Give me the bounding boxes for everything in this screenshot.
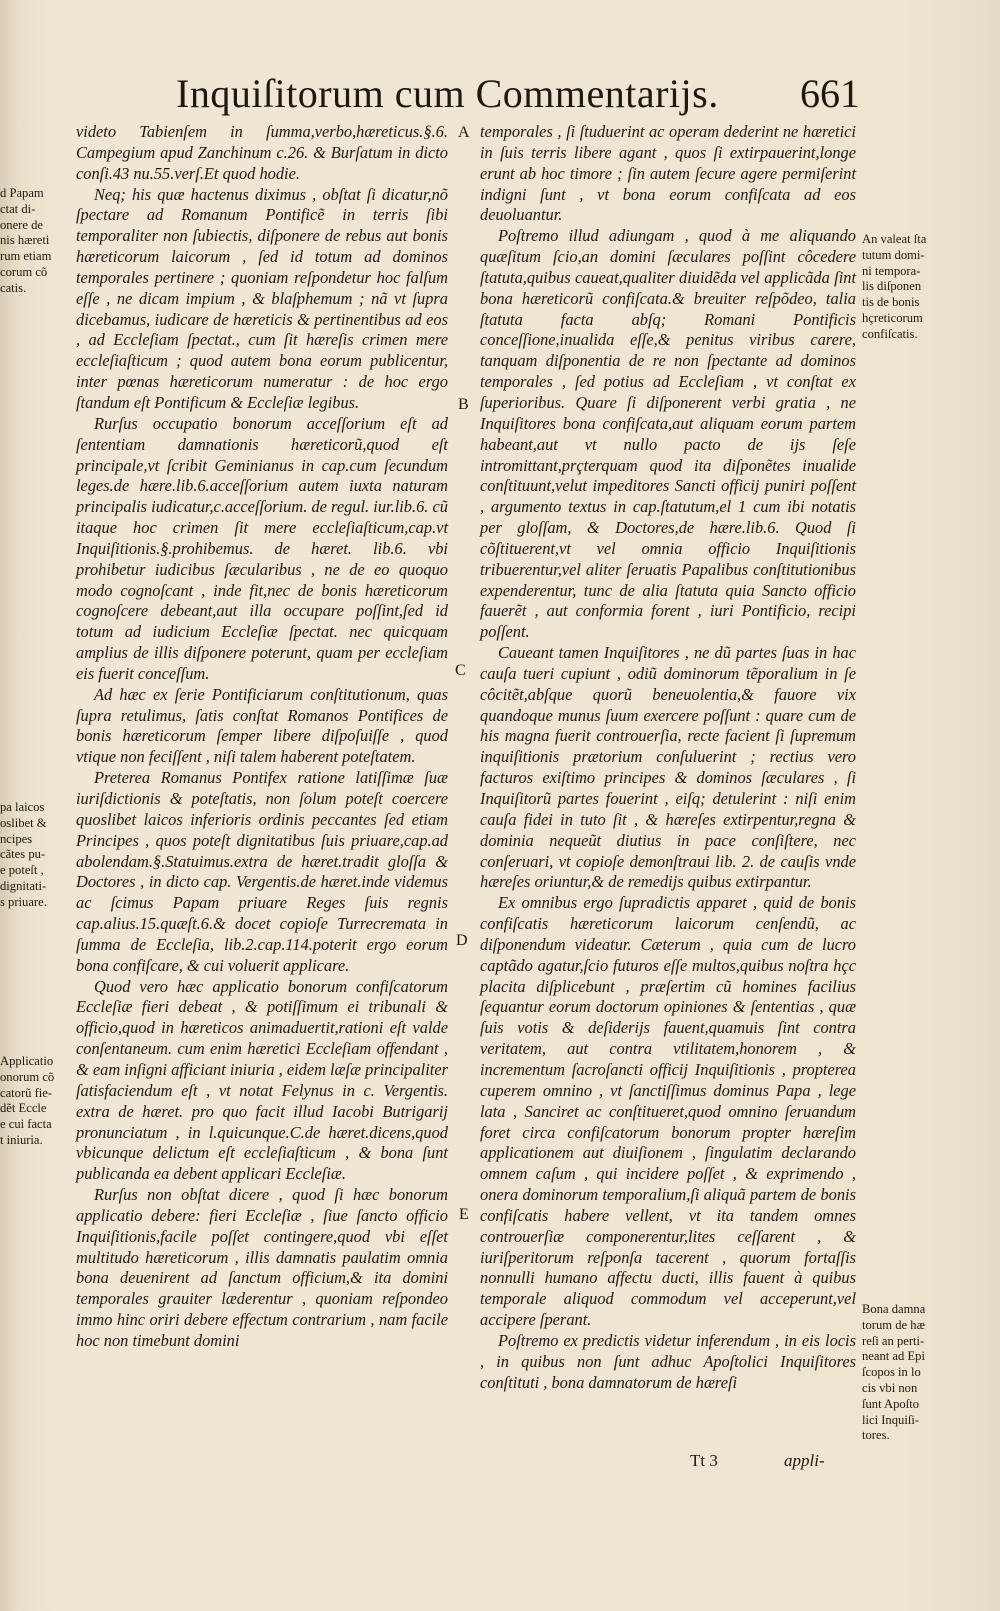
- right-paragraph-2: Poſtremo illud adiungam , quod à me aliquando quæſitum ſcio,an domini ſæculares poſſint côcedere ſtatuta,quibus caueat,qualiter diuidẽda vel applicãda ſint bona hæreticorũ confiſcata.& breuiter reſpõdeo, talia ſtatuta facta abſq; Romani Pontificis conceſſione,inualida eſſe,& penitus viribus carere, tanquam diſponentia de re non ſpectante ad dominos temporales , ſed potius ad Eccleſiam , vt conſtat ex ſuperioribus. Quare ſi diſponerent verbi gratia , ne Inquiſitores bona confiſcata,aut aliquam eorum partem habeant,aut vt nullo pacto de ijs ſeſe intromittant,prçterquam quod ita diſponẽtes inualide conſtituunt,velut impeditores Sancti officij puniri poſſent , argumento textus in cap.ſtatutum,el 1 cum ibi notatis per gloſſam, & Doctores,de hære.lib.6. Quod ſi cõſtituerent,vt vel omnia officio Inquiſitionis tribuerentur,vel aliter ſeruatis Papalibus conſtitutionibus expenderentur, tunc de alia ſtatuta quia Sancto officio fauerẽt , aut conformia forent , iuri Pontificio, recipi poſſent.: [480, 226, 856, 642]
- left-paragraph-4: Ad hæc ex ſerie Pontificiarum conſtitutionum, quas ſupra retulimus, ſatis conſtat Romanos Pontifices de bonis hæreticorum ſemper libere diſpoſuiſſe , quod vtique non feciſſent , niſi talem haberent poteſtatem.: [76, 684, 448, 767]
- page-number: 661: [800, 71, 860, 116]
- section-letter-a: A: [458, 124, 470, 141]
- left-paragraph-1: videto Tabienſem in ſumma,verbo,hæreticus.§.6. Campegium apud Zanchinum c.26. & Burſatum in dicto conſi.43 nu.55.verſ.Et quod hodie.: [76, 122, 448, 183]
- signature-mark: Tt 3: [690, 1451, 718, 1470]
- left-text-column: [76, 122, 448, 1352]
- left-paragraph-5: Preterea Romanus Pontifex ratione latiſſimæ ſuæ iuriſdictionis & poteſtatis, non ſolum poteſt coercere quoslibet laicos inferioris ordinis peccantes ſed etiam Principes , quos poteſt dignitatibus ſuis priuare,cap.ad abolendam.§.Statuimus.extra de hæret.tradit gloſſa & Doctores , in dicto cap. Vergentis.de hæret.inde videmus ac ſcimus Papam priuare Reges ſuis regnis cap.alius.15.quæſt.6.& docet copioſe Turrecremata in ſumma de Eccleſia, lib.2.cap.114.poterit ergo eorum bona confiſcare, & cui voluerit applicare.: [76, 768, 448, 975]
- left-margin-note-2: pa laicos oslibet & ncipes cãtes pu- e poteſt , dignitati- s priuare.: [0, 800, 47, 909]
- right-paragraph-4: Ex omnibus ergo ſupradictis apparet , quid de bonis confiſcatis hæreticorum laicorum cenſendũ, ac diſponendum videatur. Cæterum , quia cum de lucro captãdo agatur,ſcio futuros eſſe multos,quibus noſtra hçc placita diſplicebunt , præſertim cũ homines facilius ſequantur eorum doctorum opiniones & ſententias , quæ ſuis votis & deſiderijs fauent,quamuis ſint contra veritatem, aut contra vtilitatem,honorem , & incrementum ſacroſancti officij Inquiſitionis , propterea cuperem omnino , vt ſanctiſſimus dominus Papa , lege lata , Sanciret ac conſtitueret,quod omnino ſeruandum foret circa confiſcatorum bonorum propter hæreſim applicationem aut diuiſionem , ſingulatim declarando omnem caſum , qui incidere poſſet , & exprimendo , onera dominorum temporalium,ſi aliquã partem de bonis confiſcatis habere vellent, vt ita tandem omnes controuerſiæ componerentur,lites ceſſarent , & iuriſperitorum reſponſa tacerent , quorum fortaſſis nonnulli humano affectu ducti, illis fauent à quibus temporale aliquod commodum vel acceperunt,vel accipere ſperant.: [480, 893, 856, 1330]
- left-paragraph-3: Rurſus occupatio bonorum acceſſorium eſt ad ſententiam damnationis hæreticorũ,quod eſt principale,vt ſcribit Geminianus in cap.cum ſecundum leges.de hære.lib.6.acceſſorium autem iuxta naturam principalis iudicatur,c.acceſſorium. de regul. iur.lib.6. cũ itaque hoc crimen ſit mere eccleſiaſticum,cap.vt Inquiſitionis.§.prohibemus. de hæret. lib.6. vbi prohibetur iudicibus ſæcularibus , ne de eo quoquo modo cognoſcant , inde fit,nec de bonis hæreticorum cognoſcere debeant,aut illa occupare poſſint,ſed id totum ad iudicium Eccleſiæ ſpectat. nec quicquam amplius de illis diſponere poterunt, quam per eccleſiam eis fuerit conceſſum.: [76, 413, 448, 683]
- left-paragraph-2: Neq; his quæ hactenus diximus , obſtat ſi dicatur,nõ ſpectare ad Romanum Pontificẽ in terris ſibi temporaliter non ſubiectis, diſponere de rebus aut bonis hæreticorum laicorum , ſed id totum ad dominos temporales pertinere ; quoniam reſpondetur hoc falſum eſſe , ne dicam impium , & blaſphemum ; nã vt ſupra dicebamus, iudicare de hæreticis & pertinentibus ad eos , ad Eccleſiam ſpectat., cum ſit hæreſis crimen mere eccleſiaſticum ; quod autem bona eorum publicentur, inter pœnas hæreticorum numeratur : de hoc ergo ſtandum eſt Pontificum & Eccleſiæ legibus.: [76, 184, 448, 412]
- catchword: appli-: [784, 1451, 825, 1470]
- left-margin-note-3: Applicatio onorum cõ catorũ fie- dẽt Eccle e cui facta t iniuria.: [0, 1054, 55, 1147]
- running-title: Inquiſitorum cum Commentarijs.: [176, 71, 719, 116]
- left-margin-note-1: d Papam ctat di- onere de nis hæreti rum etiam corum cõ catis.: [0, 186, 52, 295]
- right-paragraph-3: Caueant tamen Inquiſitores , ne dũ partes ſuas in hac cauſa tueri cupiunt , odiũ dominorum tẽporalium in ſe côcitẽt,abſque quorũ beneuolentia,& fauore vix quandoque munus ſuum exercere poſſunt : quare cum de his magna fuerit controuerſia, recte facient ſi ſupremum inquiſitionis prætorium conſuluerint ; rectius vero facturos exiſtimo principes & dominos ſæculares , ſi Inquiſitorũ partes fouerint , eiſq; detulerint : niſi enim cauſa fidei in tuto ſit , & hæreſes extirpentur,regna & dominia nequeũt diutius in pace conſiſtere, nec conſeruari, vt copioſe demonſtraui lib. 2. de cauſis vnde hæreſes oriuntur,& de remedijs quibus extirpantur.: [480, 643, 856, 892]
- right-text-column: [480, 122, 856, 1393]
- left-paragraph-7: Rurſus non obſtat dicere , quod ſi hæc bonorum applicatio debere: fieri Eccleſiæ , ſiue ſancto officio Inquiſitionis,facile poſſet contingere,quod vbi eſſet multitudo hæreticorum , illis damnatis paulatim omnia bona deuenirent ad ſanctum officium,& ita domini temporales grauiter læderentur , quoniam reſpondeo immo hinc oriri debere effectum contrarium , nam facile hoc non timebunt domini: [76, 1185, 448, 1350]
- section-letter-d: D: [456, 932, 468, 949]
- right-margin-note-1: An valeat ſta tutum domi- ni tempora- lis diſponen tis de bonis hçreticorum confiſcatis.: [862, 232, 927, 341]
- section-letter-c: C: [455, 662, 466, 679]
- section-letter-e: E: [459, 1206, 469, 1223]
- right-margin-note-2: Bona damna torum de hæ reſi an perti- neant ad Epi ſcopos in lo cis vbi non ſunt Apoſto lici Inquiſi- tores.: [862, 1302, 926, 1443]
- right-paragraph-1: temporales , ſi ſtuduerint ac operam dederint ne hæretici in ſuis terris libere agant , quos ſi extirpauerint,longe erunt ab hoc timore ; ſin autem ſecure agere permiſerint indigni ſunt , vt bona eorum confiſcata ad eos deuoluantur.: [480, 122, 856, 225]
- section-letter-b: B: [458, 396, 469, 413]
- running-header: [170, 70, 860, 122]
- left-paragraph-6: Quod vero hæc applicatio bonorum confiſcatorum Eccleſiæ fieri debeat , & potiſſimum ei tribunali & officio,quod in hæreticos animaduertit,rationi eſt valde conſentaneum. cum enim hæretici Eccleſiam offendant , & eam inſigni afficiant iniuria , eidem læſæ principaliter ſatisfaciendum eſt , vt notat Felynus in c. Vergentis. extra de hæret. pro quo facit illud Iacobi Butrigarij pronunciatum , in l.quicunque.C.de hæret.dicens,quod vbicunque delictum eſt eccleſiaſticum , & bona ſunt publicanda ea debent applicari Eccleſiæ.: [76, 976, 448, 1184]
- right-paragraph-5: Poſtremo ex predictis videtur inferendum , in eis locis , in quibus non ſunt adhuc Apoſtolici Inquiſitores conſtituti , bona damnatorum de hæreſi: [480, 1330, 856, 1392]
